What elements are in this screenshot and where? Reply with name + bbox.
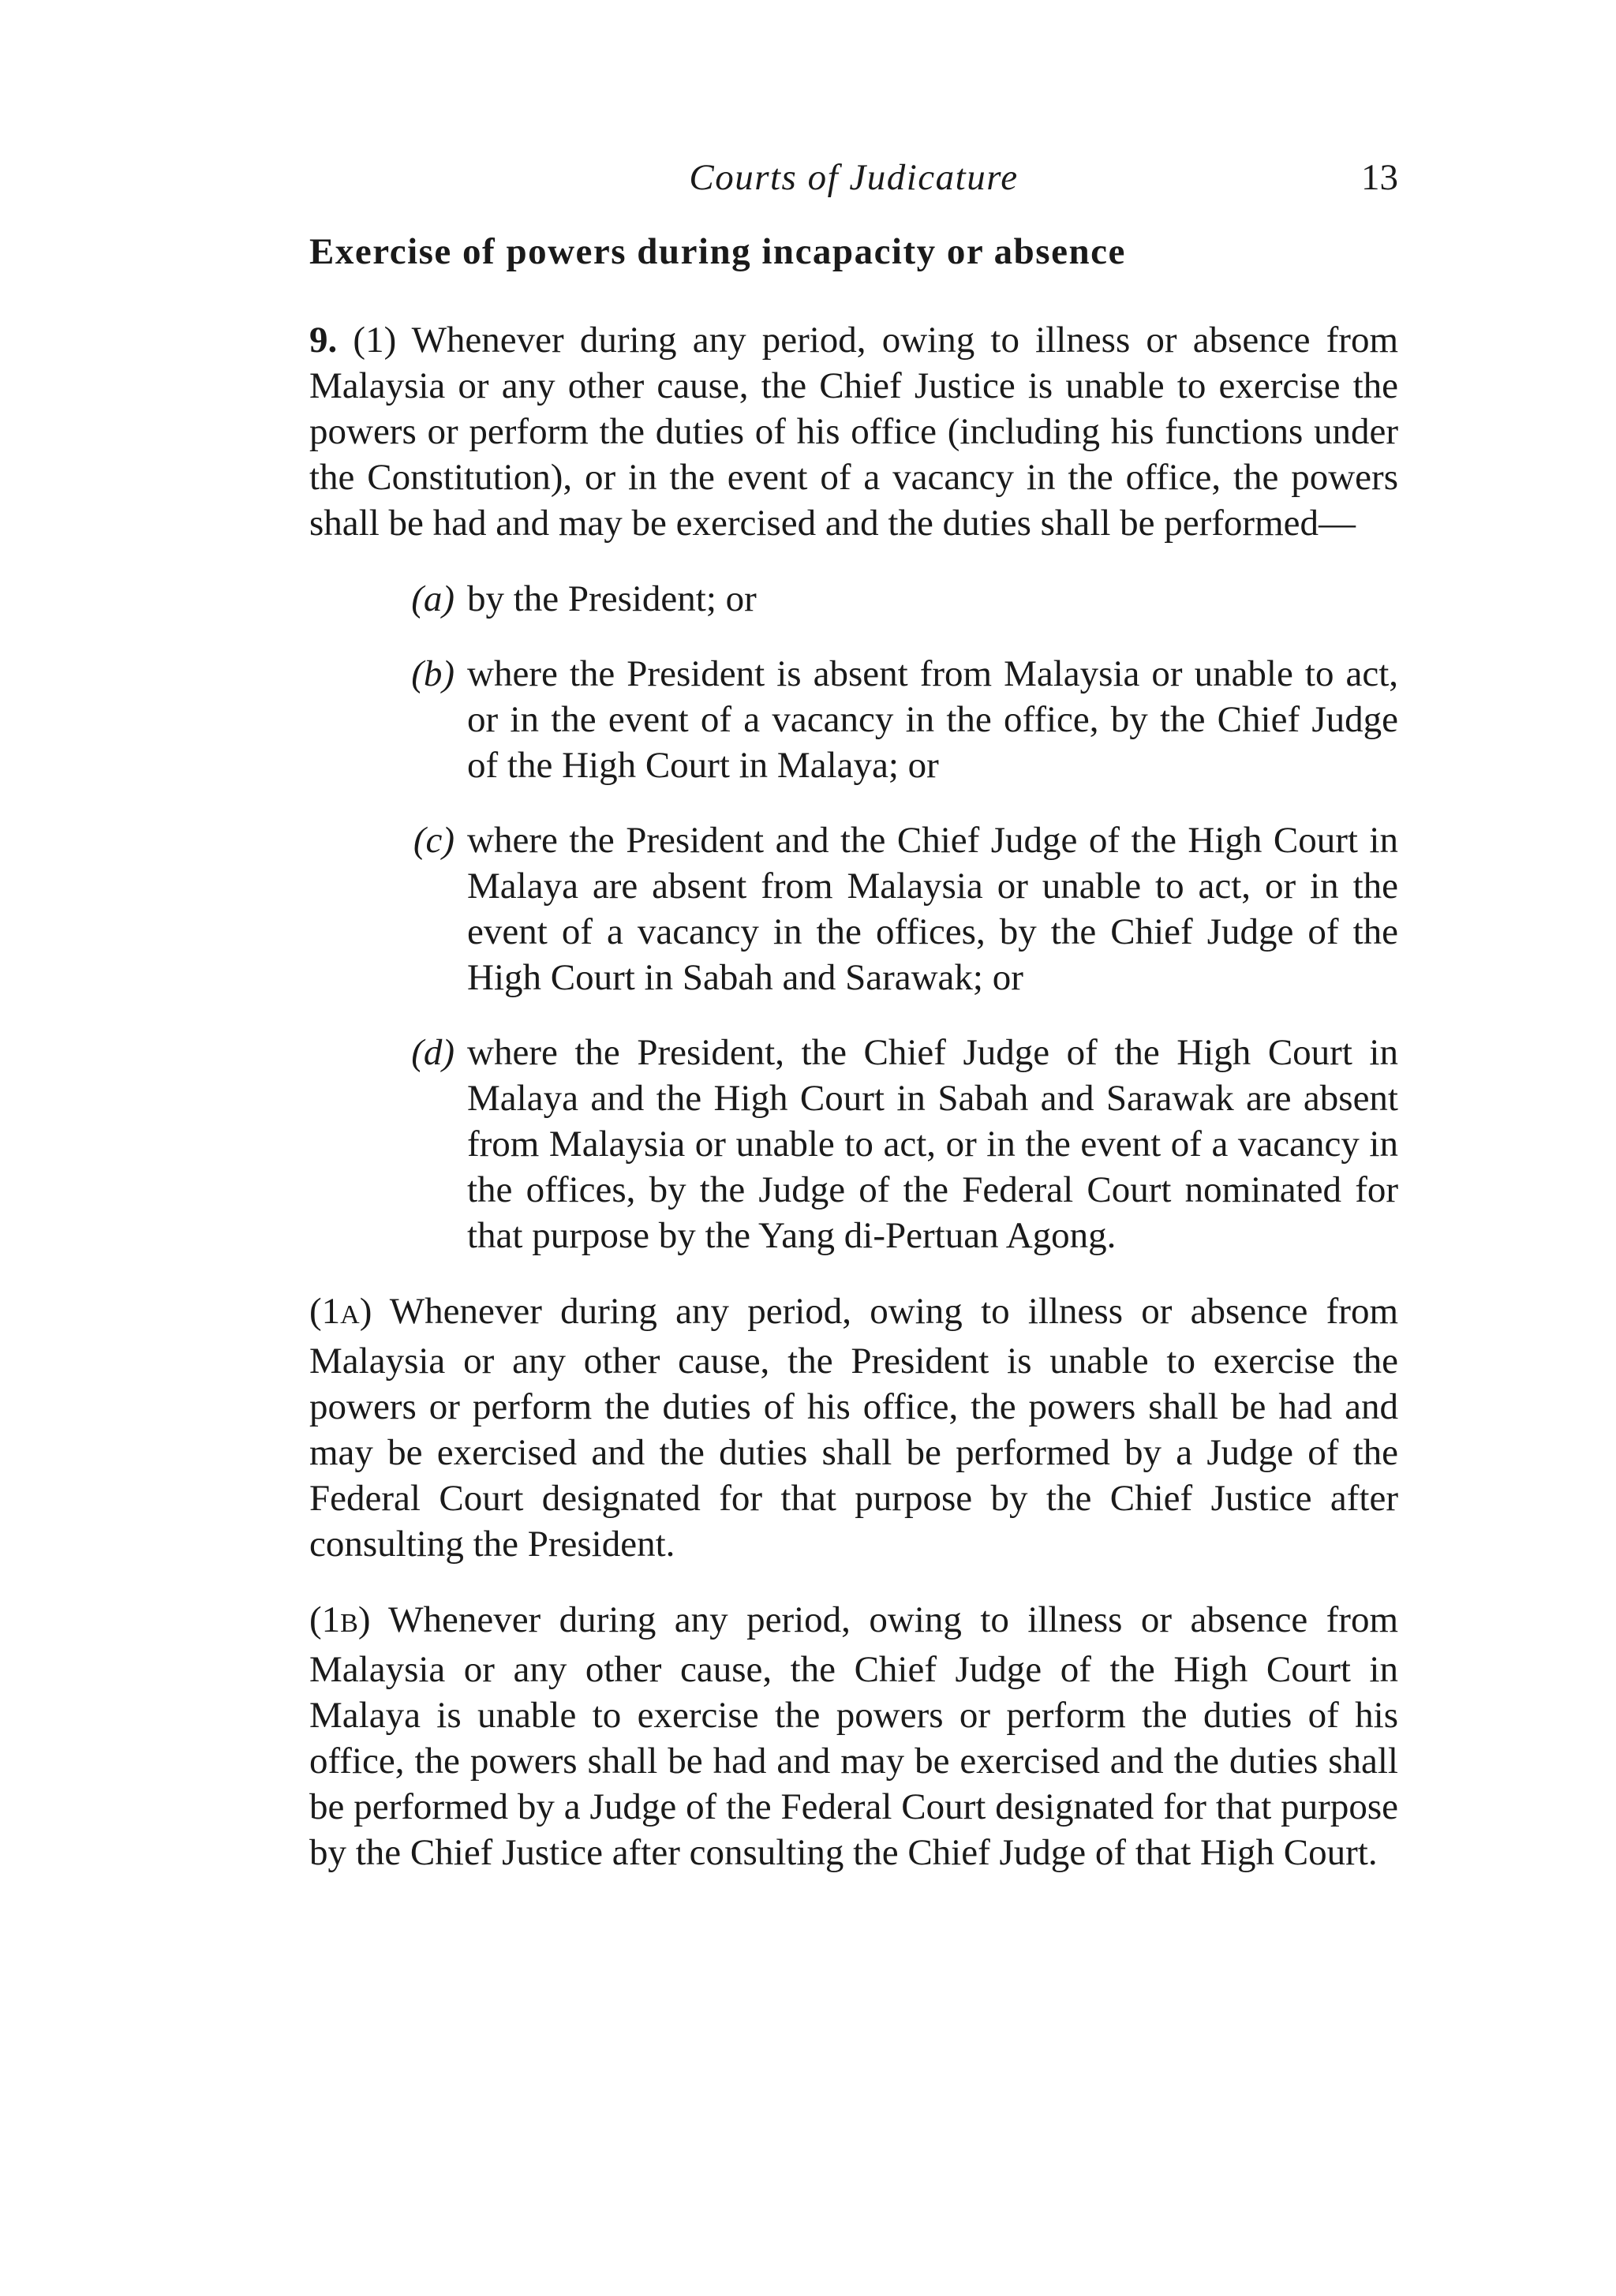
item-text: where the President is absent from Malaysia or unable to act, or in the event of a vacancy in the office, by the Chief Judge of the High Court in Malaya; or: [467, 653, 1398, 786]
subsection-1: [309, 317, 1398, 546]
subsection-1b: [309, 1597, 1398, 1875]
list-item: [309, 651, 1398, 788]
subsection-1a: [309, 1288, 1398, 1567]
item-text: where the President and the Chief Judge of the High Court in Malaya are absent from Malaysia or unable to act, or in the event of a vacancy in the offices, by the Chief Judge of the High Court in Sabah and Sarawak; or: [467, 820, 1398, 998]
subsection-1a-text: Whenever during any period, owing to illness or absence from Malaysia or any other cause, the President is unable to exercise the powers or perform the duties of his office, the powers shall be had and may be exercised and the duties shall be performed by a Judge of the Federal Court designated for that purpose by the Chief Justice after consulting the President.: [309, 1291, 1399, 1565]
section-heading: Exercise of powers during incapacity or absence: [309, 231, 1126, 272]
list-item: [309, 817, 1398, 1000]
section-number: 9.: [309, 320, 338, 361]
running-title: Courts of Judicature: [689, 157, 1019, 198]
item-label: (a): [411, 578, 454, 619]
item-text: where the President, the Chief Judge of the High Court in Malaya and the High Court in Sabah and Sarawak are absent from Malaysia or unable to act, or in the event of a vacancy in the offices, by the Judge of the Federal Court nominated for that purpose by the Yang di-Pertuan Agong.: [467, 1032, 1398, 1256]
item-label: (b): [411, 653, 454, 694]
document-page: [309, 155, 1398, 1875]
list-item: [309, 1030, 1398, 1258]
paragraph-list: [309, 576, 1398, 1258]
subsection-1a-label: (1A): [309, 1291, 372, 1332]
subsection-1-label: (1): [353, 320, 397, 361]
subsection-1b-text: Whenever during any period, owing to illness or absence from Malaysia or any other cause, the Chief Judge of the High Court in Malaya is unable to exercise the powers or perform the duties of his office, the powers shall be had and may be exercised and the duties shall be performed by a Judge of the Federal Court designated for that purpose by the Chief Justice after consulting the Chief Judge of that High Court.: [309, 1599, 1399, 1873]
subsection-1b-label: (1B): [309, 1599, 371, 1640]
item-label: (d): [411, 1032, 454, 1073]
list-item: [309, 576, 1398, 622]
subsection-1-text: Whenever during any period, owing to illness or absence from Malaysia or any other cause, the Chief Justice is unable to exercise the powers or perform the duties of his office (including his functions under the Constitution), or in the event of a vacancy in the office, the powers shall be had and may be exercised and the duties shall be performed—: [309, 320, 1399, 544]
running-header: [309, 155, 1398, 205]
item-text: by the President; or: [467, 578, 757, 619]
page-number: 13: [1361, 157, 1398, 198]
item-label: (c): [413, 820, 454, 861]
